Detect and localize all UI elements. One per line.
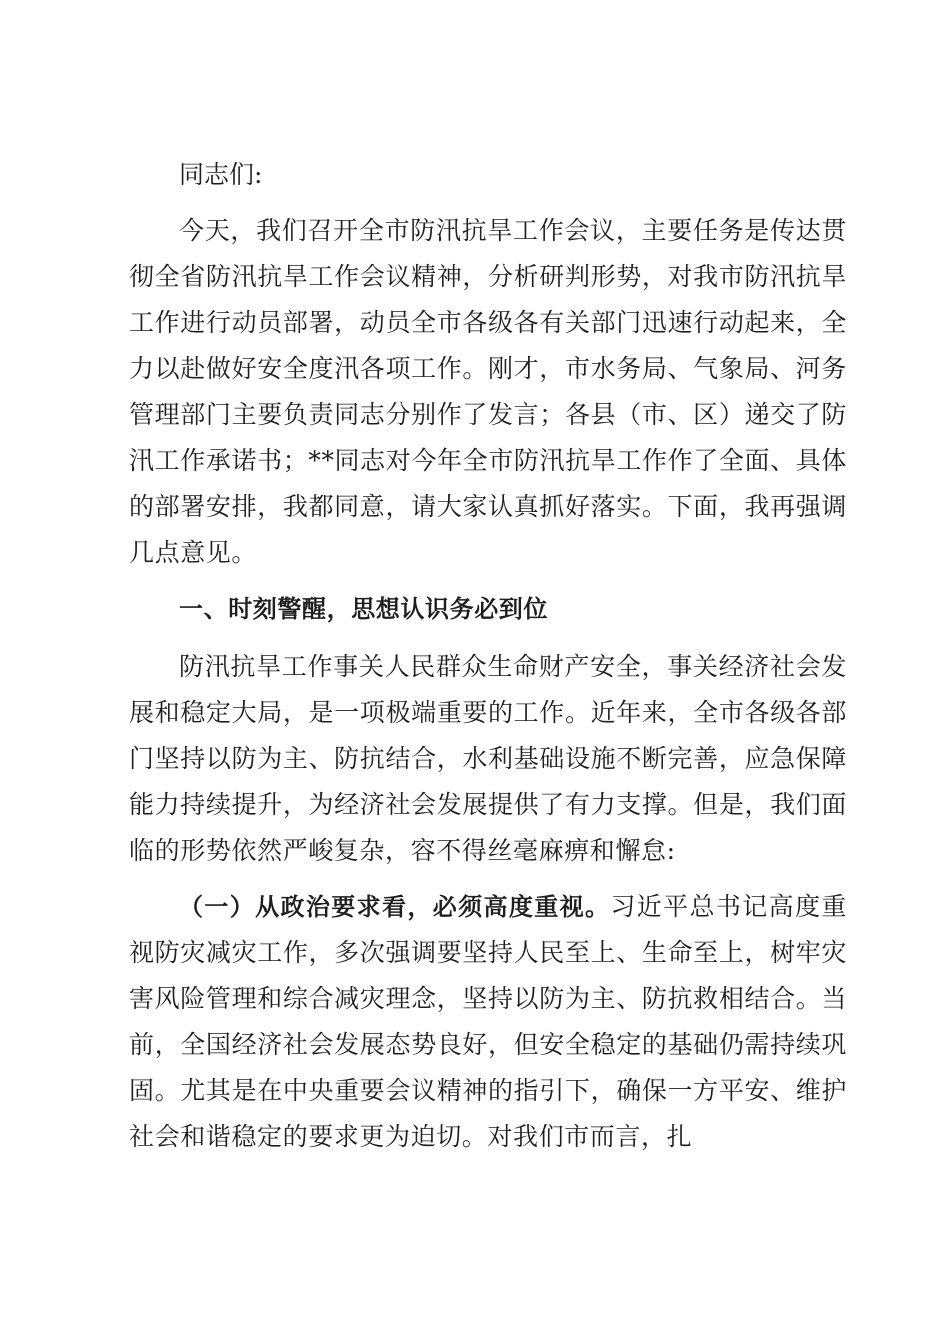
subsection-1-paragraph [129,884,847,1160]
section-heading-1: 一、时刻警醒，思想认识务必到位 [179,595,548,623]
document-body [129,152,847,1160]
subsection-1-body: 习近平总书记高度重视防灾减灾工作，多次强调要坚持人民至上、生命至上，树牢灾害风险管理和综合减灾理念，坚持以防为主、防抗救相结合。当前，全国经济社会发展态势良好，但安全稳定的基础仍需持续巩固。尤其是在中央重要会议精神的指引下，确保一方平安、维护社会和谐稳定的要求更为迫切。对我们市而言，扎 [129,892,847,1151]
opening-paragraph: 今天，我们召开全市防汛抗旱工作会议，主要任务是传达贯彻全省防汛抗旱工作会议精神，分析研判形势，对我市防汛抗旱工作进行动员部署，动员全市各级各有关部门迅速行动起来，全力以赴做好安全度汛各项工作。刚才，市水务局、气象局、河务管理部门主要负责同志分别作了发言；各县（市、区）递交了防汛工作承诺书；**同志对今年全市防汛抗旱工作作了全面、具体的部署安排，我都同意，请大家认真抓好落实。下面，我再强调几点意见。 [129,216,847,567]
section-1-paragraph: 防汛抗旱工作事关人民群众生命财产安全，事关经济社会发展和稳定大局，是一项极端重要的工作。近年来，全市各级各部门坚持以防为主、防抗结合，水利基础设施不断完善，应急保障能力持续提升，为经济社会发展提供了有力支撑。但是，我们面临的形势依然严峻复杂，容不得丝毫麻痹和懈怠: [129,652,847,865]
salutation: 同志们: [179,160,263,189]
subsection-1-lead: （一）从政治要求看，必须高度重视。 [179,893,611,921]
